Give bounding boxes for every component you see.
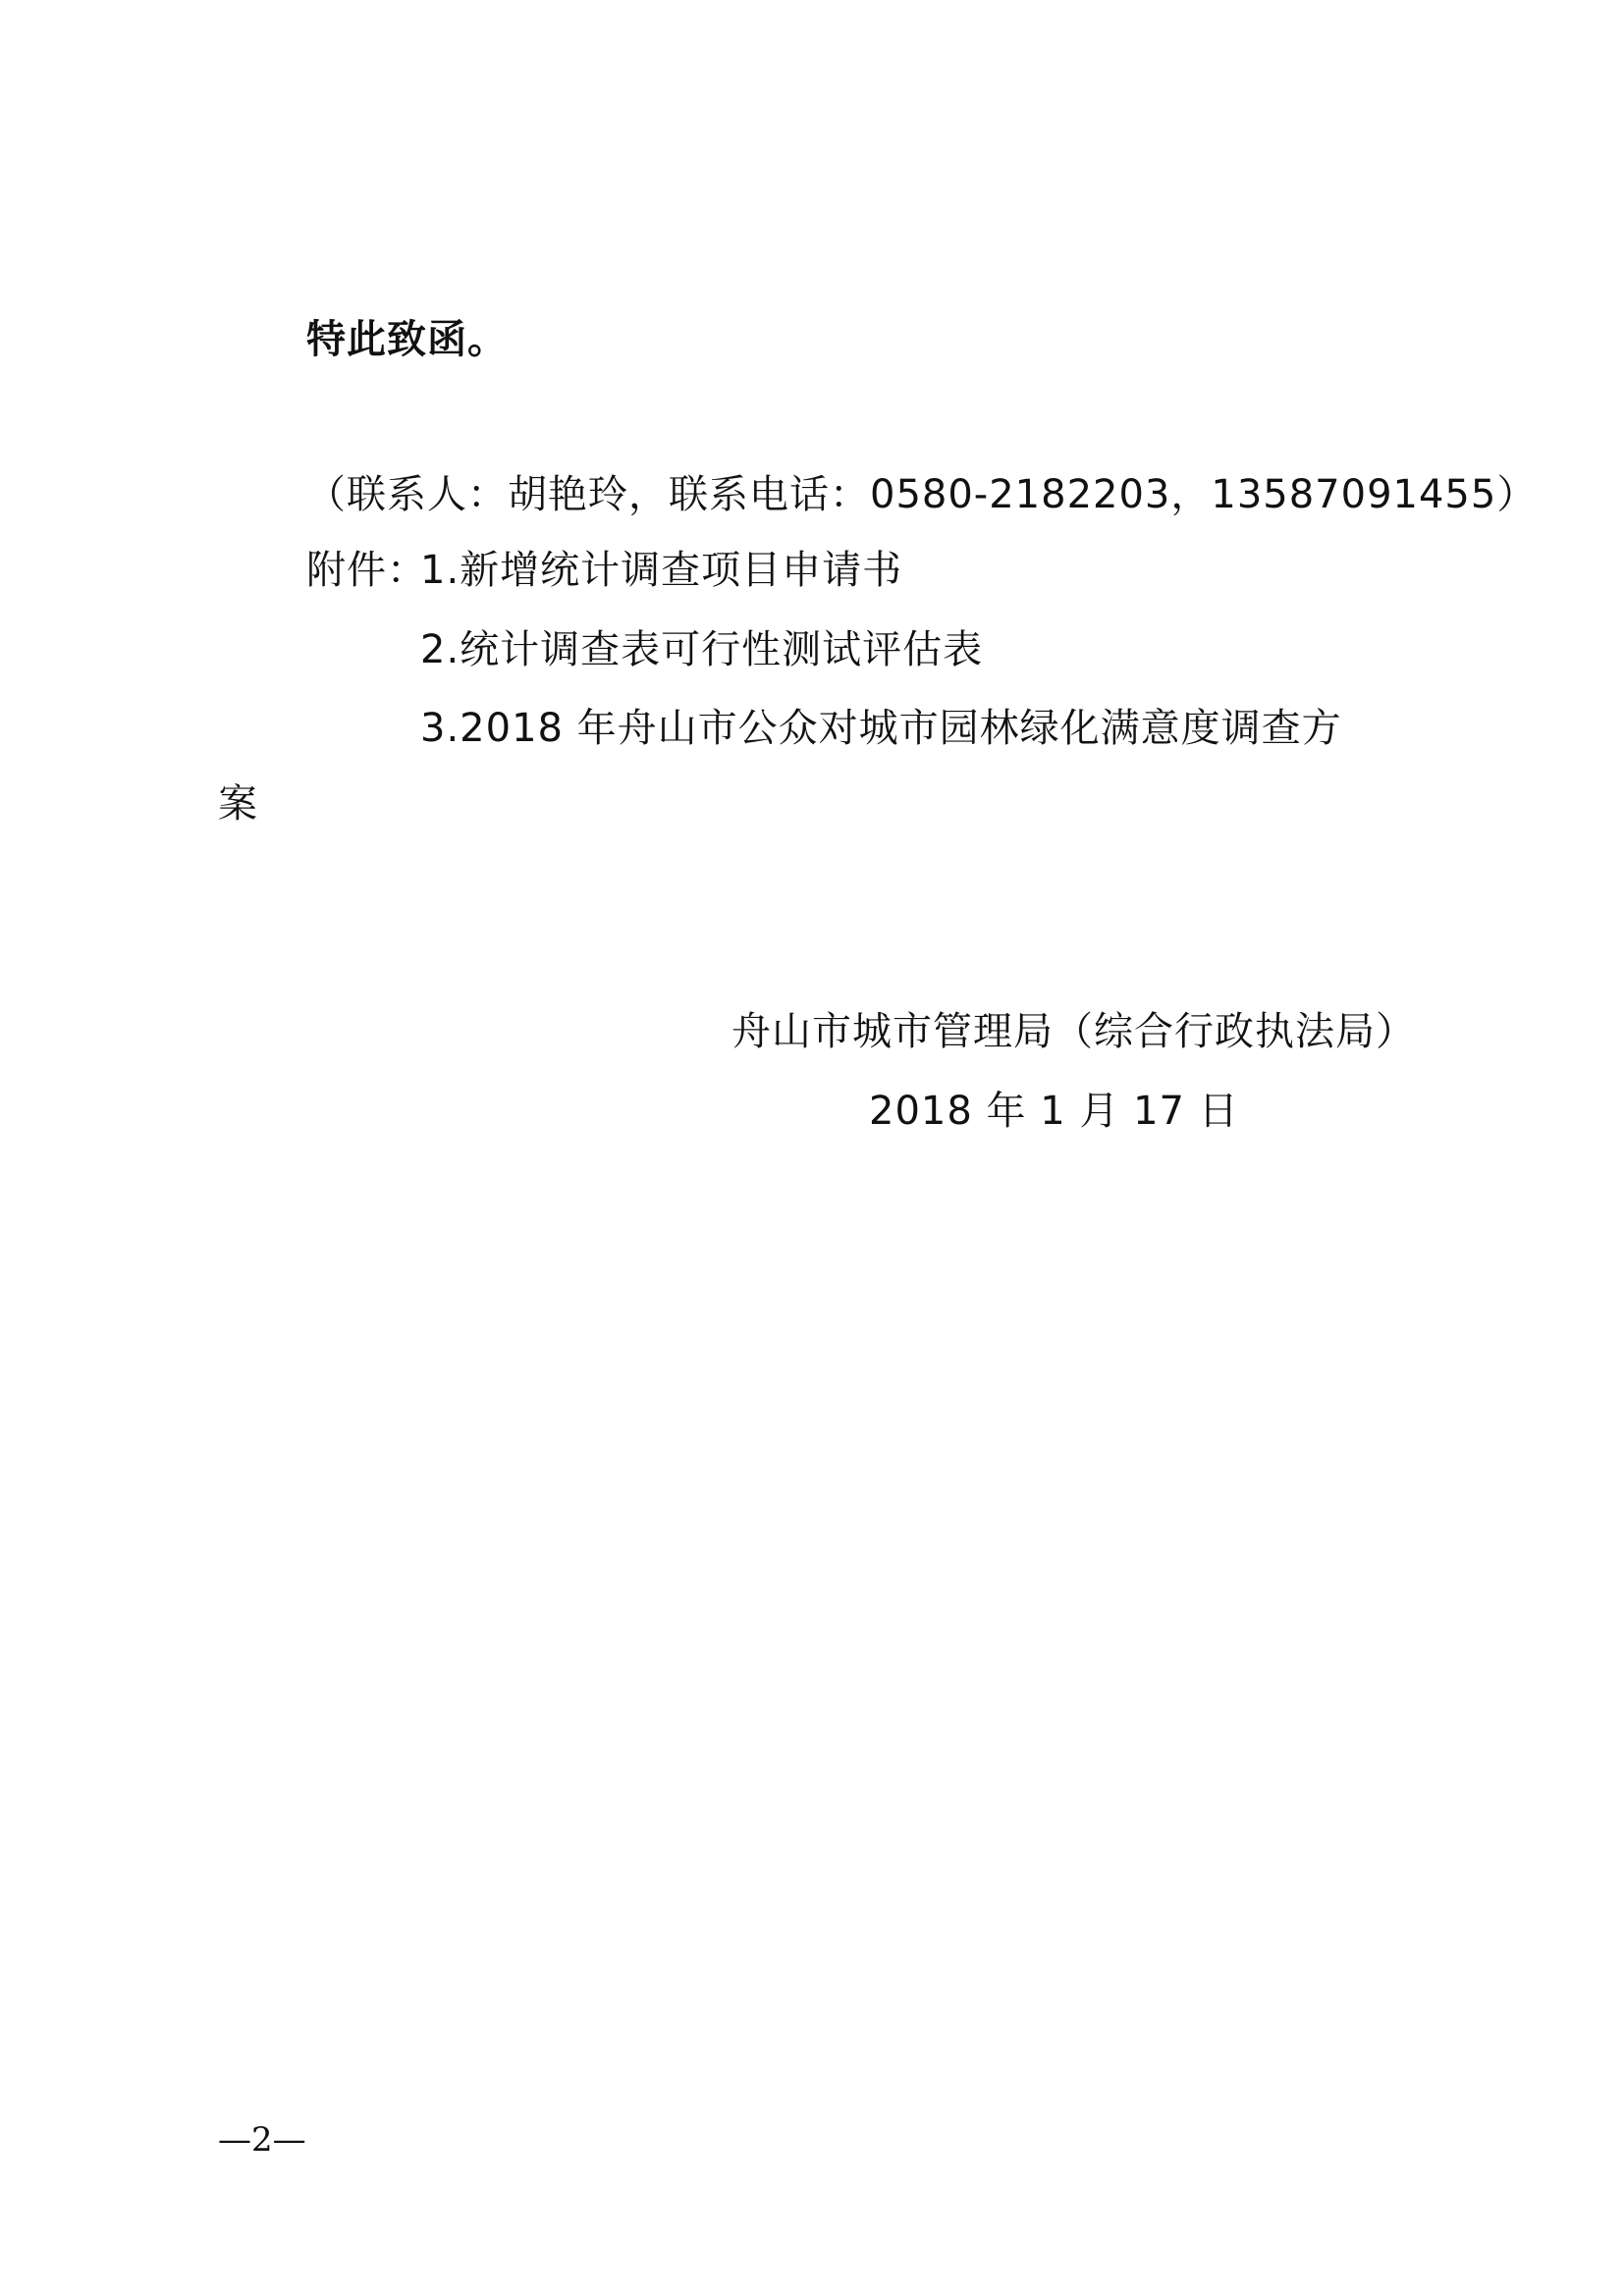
- contact-info: （联系人：胡艳玲，联系电话：0580-2182203，13587091455）: [306, 472, 1538, 517]
- signing-date: 2018 年 1 月 17 日: [869, 1089, 1239, 1134]
- signing-organization: 舟山市城市管理局（综合行政执法局）: [731, 1009, 1416, 1054]
- page-number: —2—: [218, 2120, 306, 2160]
- attachment-item-3: 3.2018 年舟山市公众对城市园林绿化满意度调查方: [420, 706, 1342, 751]
- attachments-label: 附件：: [306, 548, 427, 593]
- attachment-item-1: 1.新增统计调查项目申请书: [420, 548, 903, 593]
- attachment-item-2: 2.统计调查表可行性测试评估表: [420, 627, 984, 672]
- closing-remark: 特此致函。: [306, 317, 508, 362]
- attachment-item-3-continuation: 案: [218, 781, 258, 827]
